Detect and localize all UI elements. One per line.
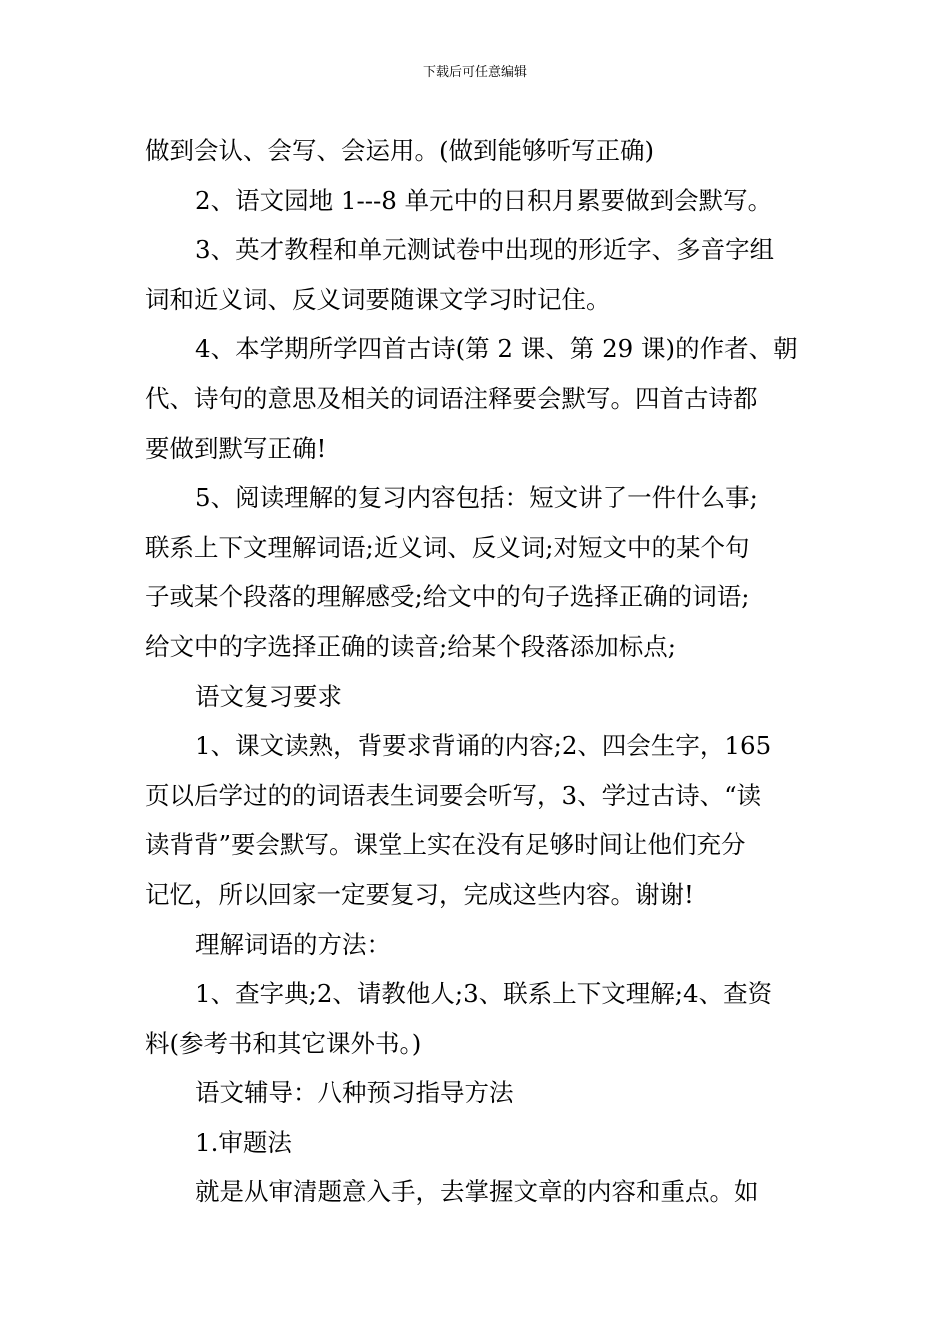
- text-line: 料(参考书和其它课外书。): [145, 1028, 422, 1058]
- text-line: 页以后学过的的词语表生词要会听写，3、学过古诗、“读: [145, 780, 762, 810]
- paragraph-word-methods: [145, 969, 810, 1068]
- paragraph-continuation: [145, 126, 810, 176]
- page-header: 下载后可任意编辑: [422, 65, 527, 80]
- text-line: 3、英才教程和单元测试卷中出现的形近字、多音字组: [195, 235, 775, 265]
- text-line: 联系上下文理解词语;近义词、反义词;对短文中的某个句: [145, 532, 750, 562]
- text-line: 就是从审清题意入手，去掌握文章的内容和重点。如: [195, 1177, 759, 1207]
- paragraph-item-4: [145, 324, 810, 473]
- text-line: 词和近义词、反义词要随课文学习时记住。: [145, 284, 611, 314]
- paragraph-item-3: [145, 225, 810, 324]
- text-line: 读背背”要会默写。课堂上实在没有足够时间让他们充分: [145, 830, 746, 860]
- text-line: 1、课文读熟，背要求背诵的内容;2、四会生字，165: [195, 731, 772, 761]
- text-line: 做到会认、会写、会运用。(做到能够听写正确): [145, 136, 655, 165]
- paragraph-method-1: [145, 1167, 810, 1217]
- document-body: [145, 126, 810, 1217]
- text-line: 要做到默写正确!: [145, 433, 327, 463]
- text-line: 5、阅读理解的复习内容包括：短文讲了一件什么事;: [195, 483, 758, 513]
- text-line: 给文中的字选择正确的读音;给某个段落添加标点;: [145, 631, 677, 661]
- text-line: 子或某个段落的理解感受;给文中的句子选择正确的词语;: [145, 582, 750, 612]
- text-line: 4、本学期所学四首古诗(第 2 课、第 29 课)的作者、朝: [195, 334, 798, 364]
- section-heading-review-requirements: [145, 672, 810, 722]
- section-heading-word-methods: [145, 920, 810, 970]
- paragraph-item-5: [145, 473, 810, 671]
- paragraph-item-2: [145, 176, 810, 226]
- paragraph-review-requirements: [145, 721, 810, 919]
- subheading-method-1: [145, 1118, 810, 1168]
- section-heading-preview-methods: [145, 1068, 810, 1118]
- text-line: 1.审题法: [195, 1127, 292, 1157]
- text-line: 代、诗句的意思及相关的词语注释要会默写。四首古诗都: [145, 383, 758, 413]
- text-line: 2、语文园地 1---8 单元中的日积月累要做到会默写。: [195, 185, 773, 215]
- text-line: 语文复习要求: [195, 681, 342, 711]
- text-line: 语文辅导：八种预习指导方法: [195, 1078, 514, 1108]
- text-line: 记忆，所以回家一定要复习，完成这些内容。谢谢!: [145, 879, 694, 909]
- text-line: 理解词语的方法：: [195, 929, 391, 959]
- text-line: 1、查字典;2、请教他人;3、联系上下文理解;4、查资: [195, 979, 773, 1009]
